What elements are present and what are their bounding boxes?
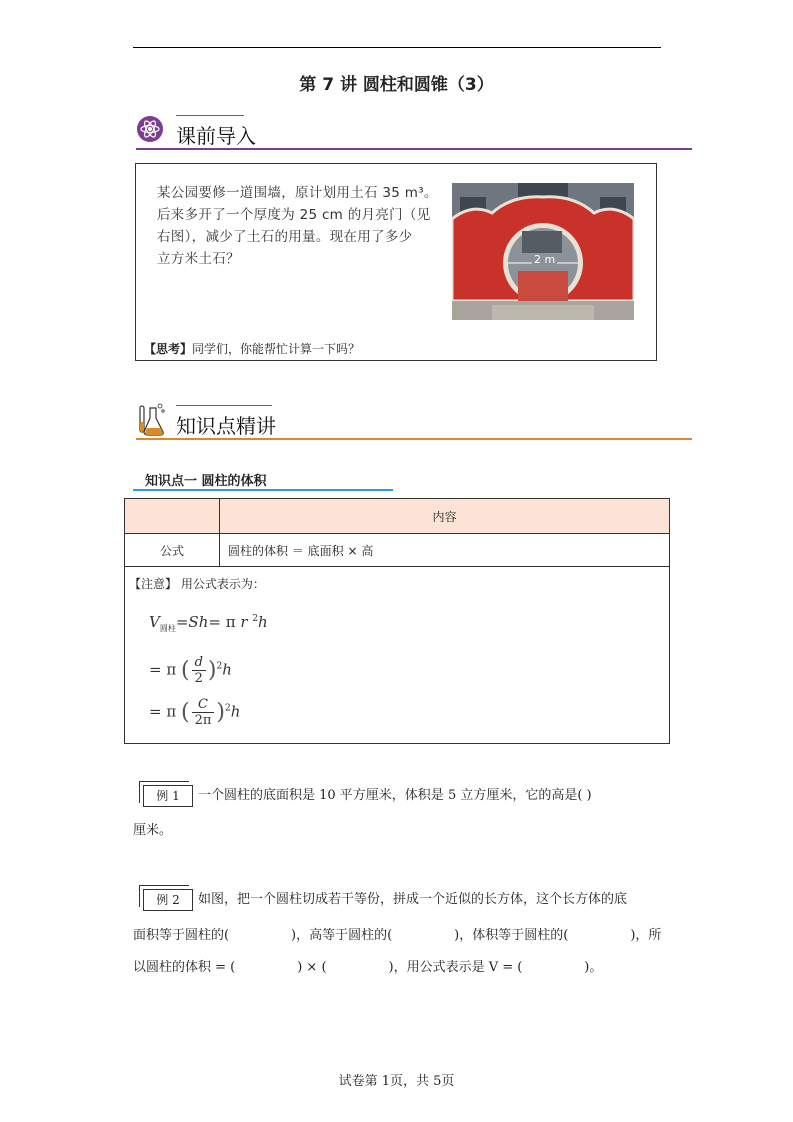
example-2-text-cont: 面积等于圆柱的( )，高等于圆柱的( )，体积等于圆柱的( )，所 [133,928,662,943]
note-label: 【注意】 用公式表示为： [129,577,265,591]
table-note-cell [125,567,670,744]
table-header-empty [125,499,220,534]
example-2-text: 如图，把一个圆柱切成若干等份，拼成一个近似的长方体，这个长方体的底 [198,892,628,907]
page-title: 第 7 讲 圆柱和圆锥（3） [299,75,494,95]
think-text: 同学们，你能帮忙计算一下吗？ [192,342,361,356]
example-1-text-cont: 厘米。 [133,823,173,838]
example-1-text: 一个圆柱的底面积是 10 平方厘米，体积是 5 立方厘米，它的高是( ) [198,788,592,803]
knowledge-table [124,498,670,744]
example-2-label: 例 2 [143,889,193,911]
photo-dimension-label: 2 m [534,253,556,266]
think-label: 【思考】 [144,342,193,356]
table-row-formula: 圆柱的体积 ＝ 底面积 × 高 [220,534,670,567]
example-2-text-cont2: 以圆柱的体积 = ( ) × ( )，用公式表示是 V = ( )。 [133,960,603,975]
formula-line-2: = π ( $\frac{d}{2}$ )$^2$h [149,655,232,686]
intro-line: 右图），减少了土石的用量。现在用了多少 [157,229,413,245]
example-1-label: 例 1 [143,785,193,807]
atom-icon [136,114,166,146]
lab-flask-icon [136,402,166,438]
table-row-label: 公式 [125,534,220,567]
section-knowledge-header [136,404,692,440]
intro-line: 某公园要修一道围墙，原计划用土石 35 m³。 [157,185,438,201]
intro-line: 后来多开了一个厚度为 25 cm 的月亮门（见 [157,207,431,223]
intro-problem-text [157,182,452,270]
knowledge-point-rule [133,489,393,491]
section-intro-header [136,114,692,150]
section-title: 知识点精讲 [176,414,276,438]
moon-gate-photo [452,183,634,320]
formula-line-1: $V_{圆柱}=Sh= \pi$ r $^2$h [149,613,268,633]
table-header-content: 内容 [220,499,670,534]
think-prompt [144,340,360,357]
header-rule [133,47,661,48]
page-footer: 试卷第 1页，共 5页 [338,1074,455,1089]
knowledge-point-title: 知识点一 圆柱的体积 [145,474,267,489]
section-title: 课前导入 [176,124,256,148]
formula-line-3: = π ( $\frac{C}{2\pi}$ )$^2$h [149,697,241,728]
intro-line: 立方米土石？ [157,251,240,267]
